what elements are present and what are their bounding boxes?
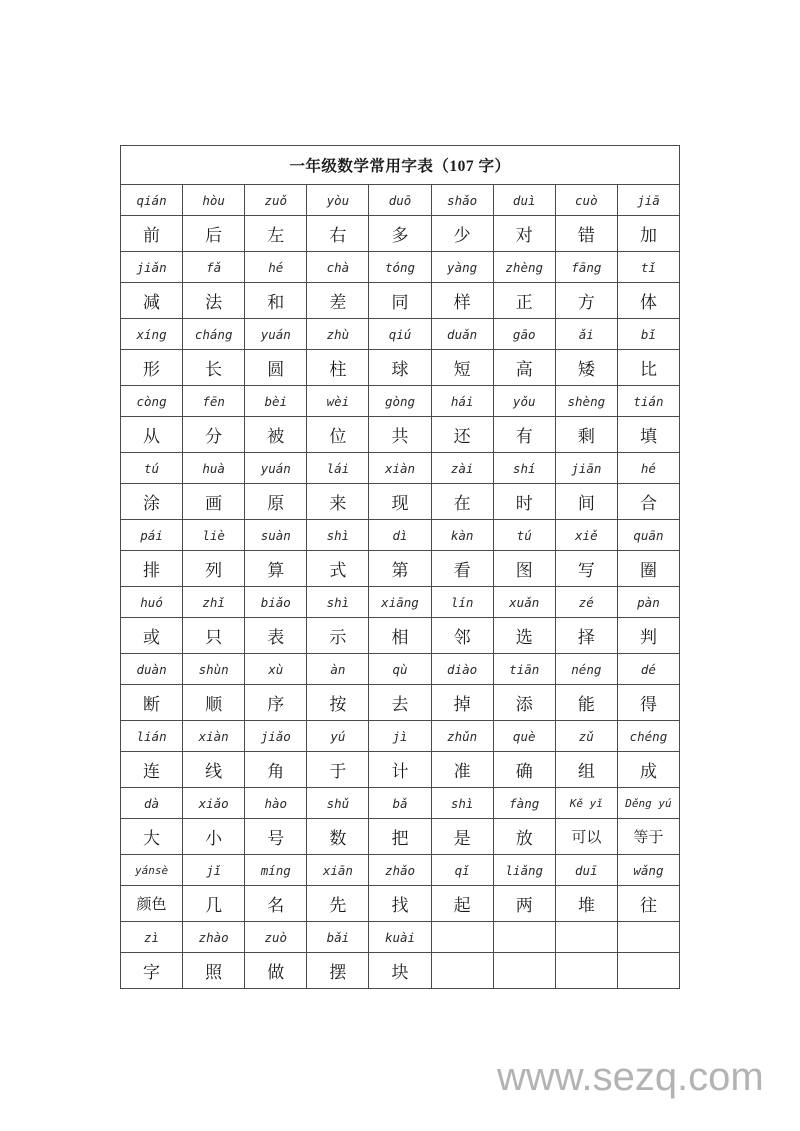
hanzi-cell: 组 xyxy=(555,752,617,788)
pinyin-cell: yǒu xyxy=(493,386,555,417)
pinyin-cell-empty xyxy=(555,922,617,953)
pinyin-cell-empty xyxy=(617,922,679,953)
pinyin-cell: què xyxy=(493,721,555,752)
hanzi-row xyxy=(121,216,680,252)
pinyin-cell: fāng xyxy=(555,252,617,283)
pinyin-row xyxy=(121,855,680,886)
hanzi-cell: 看 xyxy=(431,551,493,587)
pinyin-cell: kàn xyxy=(431,520,493,551)
hanzi-cell: 字 xyxy=(121,953,183,989)
pinyin-row xyxy=(121,453,680,484)
pinyin-cell: jì xyxy=(369,721,431,752)
hanzi-cell: 于 xyxy=(307,752,369,788)
pinyin-cell: gāo xyxy=(493,319,555,350)
hanzi-cell: 照 xyxy=(183,953,245,989)
hanzi-cell: 可以 xyxy=(555,819,617,855)
pinyin-cell: duǎn xyxy=(431,319,493,350)
hanzi-cell: 往 xyxy=(617,886,679,922)
hanzi-cell: 小 xyxy=(183,819,245,855)
pinyin-row xyxy=(121,386,680,417)
hanzi-cell: 表 xyxy=(245,618,307,654)
pinyin-cell: tú xyxy=(121,453,183,484)
pinyin-cell: àn xyxy=(307,654,369,685)
pinyin-cell: zuò xyxy=(245,922,307,953)
pinyin-cell: wèi xyxy=(307,386,369,417)
hanzi-cell: 相 xyxy=(369,618,431,654)
pinyin-cell: zì xyxy=(121,922,183,953)
hanzi-cell: 涂 xyxy=(121,484,183,520)
pinyin-cell: suàn xyxy=(245,520,307,551)
character-table xyxy=(120,145,680,989)
pinyin-cell: biǎo xyxy=(245,587,307,618)
pinyin-row xyxy=(121,587,680,618)
hanzi-cell: 错 xyxy=(555,216,617,252)
hanzi-cell: 有 xyxy=(493,417,555,453)
pinyin-cell: gòng xyxy=(369,386,431,417)
pinyin-cell: yàng xyxy=(431,252,493,283)
pinyin-cell: liè xyxy=(183,520,245,551)
hanzi-cell: 或 xyxy=(121,618,183,654)
hanzi-cell: 球 xyxy=(369,350,431,386)
pinyin-row xyxy=(121,654,680,685)
pinyin-cell: xù xyxy=(245,654,307,685)
pinyin-cell: xíng xyxy=(121,319,183,350)
hanzi-cell: 对 xyxy=(493,216,555,252)
pinyin-cell: duàn xyxy=(121,654,183,685)
page-title: 一年级数学常用字表（107 字） xyxy=(289,158,511,175)
pinyin-cell: yòu xyxy=(307,185,369,216)
pinyin-cell: wǎng xyxy=(617,855,679,886)
hanzi-row xyxy=(121,417,680,453)
hanzi-cell: 名 xyxy=(245,886,307,922)
pinyin-row xyxy=(121,185,680,216)
pinyin-cell-empty xyxy=(493,922,555,953)
pinyin-cell-empty xyxy=(431,922,493,953)
pinyin-cell: yuán xyxy=(245,453,307,484)
hanzi-cell: 能 xyxy=(555,685,617,721)
pinyin-cell: bǎ xyxy=(369,788,431,819)
pinyin-cell: jǐ xyxy=(183,855,245,886)
hanzi-cell: 邻 xyxy=(431,618,493,654)
pinyin-cell: zé xyxy=(555,587,617,618)
hanzi-cell: 剩 xyxy=(555,417,617,453)
pinyin-cell: duì xyxy=(493,185,555,216)
pinyin-cell: kuài xyxy=(369,922,431,953)
hanzi-cell: 同 xyxy=(369,283,431,319)
hanzi-cell: 圆 xyxy=(245,350,307,386)
hanzi-cell: 图 xyxy=(493,551,555,587)
hanzi-cell: 先 xyxy=(307,886,369,922)
hanzi-cell: 颜色 xyxy=(121,886,183,922)
pinyin-cell: tián xyxy=(617,386,679,417)
pinyin-cell: chéng xyxy=(617,721,679,752)
hanzi-cell: 时 xyxy=(493,484,555,520)
hanzi-cell: 减 xyxy=(121,283,183,319)
hanzi-cell: 确 xyxy=(493,752,555,788)
pinyin-cell: lái xyxy=(307,453,369,484)
hanzi-cell: 和 xyxy=(245,283,307,319)
hanzi-cell: 线 xyxy=(183,752,245,788)
pinyin-cell: tú xyxy=(493,520,555,551)
pinyin-cell: huà xyxy=(183,453,245,484)
hanzi-cell: 间 xyxy=(555,484,617,520)
pinyin-cell: pái xyxy=(121,520,183,551)
hanzi-cell: 号 xyxy=(245,819,307,855)
pinyin-cell: zhǎo xyxy=(369,855,431,886)
hanzi-cell: 序 xyxy=(245,685,307,721)
pinyin-cell: dà xyxy=(121,788,183,819)
pinyin-cell: hòu xyxy=(183,185,245,216)
hanzi-cell: 块 xyxy=(369,953,431,989)
pinyin-cell: fàng xyxy=(493,788,555,819)
pinyin-cell: zhèng xyxy=(493,252,555,283)
hanzi-cell: 现 xyxy=(369,484,431,520)
hanzi-cell: 把 xyxy=(369,819,431,855)
pinyin-cell: jiān xyxy=(555,453,617,484)
hanzi-cell: 只 xyxy=(183,618,245,654)
hanzi-cell: 分 xyxy=(183,417,245,453)
hanzi-cell: 摆 xyxy=(307,953,369,989)
pinyin-row xyxy=(121,721,680,752)
character-table-body xyxy=(121,146,680,989)
hanzi-cell: 方 xyxy=(555,283,617,319)
hanzi-cell: 前 xyxy=(121,216,183,252)
pinyin-cell: hé xyxy=(617,453,679,484)
pinyin-cell: néng xyxy=(555,654,617,685)
hanzi-cell: 后 xyxy=(183,216,245,252)
hanzi-row xyxy=(121,685,680,721)
hanzi-cell: 来 xyxy=(307,484,369,520)
hanzi-cell: 形 xyxy=(121,350,183,386)
pinyin-cell: pàn xyxy=(617,587,679,618)
pinyin-cell: ǎi xyxy=(555,319,617,350)
hanzi-cell: 被 xyxy=(245,417,307,453)
pinyin-cell: zài xyxy=(431,453,493,484)
hanzi-cell: 大 xyxy=(121,819,183,855)
hanzi-cell: 画 xyxy=(183,484,245,520)
pinyin-cell: Kě yǐ xyxy=(555,788,617,819)
pinyin-cell: fēn xyxy=(183,386,245,417)
hanzi-cell: 位 xyxy=(307,417,369,453)
pinyin-cell: fǎ xyxy=(183,252,245,283)
hanzi-cell: 原 xyxy=(245,484,307,520)
pinyin-cell: xiāng xyxy=(369,587,431,618)
pinyin-cell: jiā xyxy=(617,185,679,216)
pinyin-cell: shǔ xyxy=(307,788,369,819)
pinyin-cell: zǔ xyxy=(555,721,617,752)
pinyin-cell: diào xyxy=(431,654,493,685)
pinyin-cell: zhǔn xyxy=(431,721,493,752)
pinyin-cell: xuǎn xyxy=(493,587,555,618)
hanzi-row xyxy=(121,752,680,788)
pinyin-cell: zhǐ xyxy=(183,587,245,618)
hanzi-cell: 从 xyxy=(121,417,183,453)
hanzi-cell: 顺 xyxy=(183,685,245,721)
pinyin-cell: tóng xyxy=(369,252,431,283)
pinyin-cell: shèng xyxy=(555,386,617,417)
pinyin-row xyxy=(121,252,680,283)
pinyin-cell: shùn xyxy=(183,654,245,685)
hanzi-cell: 比 xyxy=(617,350,679,386)
pinyin-cell: tǐ xyxy=(617,252,679,283)
pinyin-cell: qián xyxy=(121,185,183,216)
hanzi-cell: 在 xyxy=(431,484,493,520)
hanzi-cell: 添 xyxy=(493,685,555,721)
hanzi-cell: 判 xyxy=(617,618,679,654)
hanzi-cell: 成 xyxy=(617,752,679,788)
hanzi-cell: 做 xyxy=(245,953,307,989)
hanzi-cell: 掉 xyxy=(431,685,493,721)
pinyin-cell: yú xyxy=(307,721,369,752)
pinyin-cell: qiú xyxy=(369,319,431,350)
hanzi-cell: 样 xyxy=(431,283,493,319)
hanzi-cell: 是 xyxy=(431,819,493,855)
hanzi-cell: 短 xyxy=(431,350,493,386)
hanzi-row xyxy=(121,819,680,855)
hanzi-cell: 右 xyxy=(307,216,369,252)
hanzi-cell: 等于 xyxy=(617,819,679,855)
hanzi-cell: 断 xyxy=(121,685,183,721)
pinyin-cell: jiǎn xyxy=(121,252,183,283)
pinyin-cell: xiě xyxy=(555,520,617,551)
hanzi-cell: 多 xyxy=(369,216,431,252)
hanzi-cell-empty xyxy=(493,953,555,989)
pinyin-row xyxy=(121,319,680,350)
pinyin-cell: bǐ xyxy=(617,319,679,350)
pinyin-cell: chà xyxy=(307,252,369,283)
pinyin-cell: cháng xyxy=(183,319,245,350)
hanzi-cell: 放 xyxy=(493,819,555,855)
pinyin-cell: xiǎo xyxy=(183,788,245,819)
pinyin-cell: bǎi xyxy=(307,922,369,953)
pinyin-cell: yuán xyxy=(245,319,307,350)
hanzi-cell: 法 xyxy=(183,283,245,319)
pinyin-cell: duō xyxy=(369,185,431,216)
hanzi-row xyxy=(121,551,680,587)
hanzi-cell: 填 xyxy=(617,417,679,453)
hanzi-cell-empty xyxy=(555,953,617,989)
hanzi-cell: 准 xyxy=(431,752,493,788)
pinyin-cell: quān xyxy=(617,520,679,551)
pinyin-cell: Děng yú xyxy=(617,788,679,819)
pinyin-cell: tiān xyxy=(493,654,555,685)
pinyin-cell: cuò xyxy=(555,185,617,216)
pinyin-cell: shǎo xyxy=(431,185,493,216)
pinyin-cell: shí xyxy=(493,453,555,484)
hanzi-cell: 得 xyxy=(617,685,679,721)
site-watermark: www.sezq.com xyxy=(497,1055,764,1099)
hanzi-cell: 示 xyxy=(307,618,369,654)
pinyin-cell: shì xyxy=(307,520,369,551)
hanzi-cell: 按 xyxy=(307,685,369,721)
pinyin-cell: jiǎo xyxy=(245,721,307,752)
hanzi-cell: 少 xyxy=(431,216,493,252)
hanzi-cell: 高 xyxy=(493,350,555,386)
hanzi-row xyxy=(121,350,680,386)
pinyin-cell: hái xyxy=(431,386,493,417)
hanzi-cell: 式 xyxy=(307,551,369,587)
hanzi-cell: 列 xyxy=(183,551,245,587)
hanzi-cell: 排 xyxy=(121,551,183,587)
hanzi-cell: 算 xyxy=(245,551,307,587)
pinyin-cell: huó xyxy=(121,587,183,618)
pinyin-cell: zuǒ xyxy=(245,185,307,216)
hanzi-cell: 找 xyxy=(369,886,431,922)
pinyin-cell: lín xyxy=(431,587,493,618)
hanzi-cell: 圈 xyxy=(617,551,679,587)
pinyin-cell: zhào xyxy=(183,922,245,953)
table-title-row xyxy=(121,146,680,185)
pinyin-cell: xiàn xyxy=(369,453,431,484)
hanzi-row xyxy=(121,886,680,922)
hanzi-cell: 合 xyxy=(617,484,679,520)
hanzi-cell-empty xyxy=(431,953,493,989)
pinyin-cell: zhù xyxy=(307,319,369,350)
hanzi-cell: 正 xyxy=(493,283,555,319)
pinyin-cell: yánsè xyxy=(121,855,183,886)
hanzi-cell: 计 xyxy=(369,752,431,788)
pinyin-cell: hào xyxy=(245,788,307,819)
pinyin-cell: dé xyxy=(617,654,679,685)
pinyin-row xyxy=(121,788,680,819)
hanzi-cell: 两 xyxy=(493,886,555,922)
hanzi-row xyxy=(121,484,680,520)
pinyin-cell: míng xyxy=(245,855,307,886)
hanzi-cell: 角 xyxy=(245,752,307,788)
hanzi-cell: 选 xyxy=(493,618,555,654)
hanzi-cell-empty xyxy=(617,953,679,989)
pinyin-cell: liǎng xyxy=(493,855,555,886)
pinyin-cell: qǐ xyxy=(431,855,493,886)
pinyin-cell: duī xyxy=(555,855,617,886)
hanzi-cell: 数 xyxy=(307,819,369,855)
hanzi-cell: 连 xyxy=(121,752,183,788)
pinyin-cell: bèi xyxy=(245,386,307,417)
hanzi-cell: 第 xyxy=(369,551,431,587)
pinyin-cell: còng xyxy=(121,386,183,417)
pinyin-cell: xiān xyxy=(307,855,369,886)
hanzi-cell: 柱 xyxy=(307,350,369,386)
hanzi-cell: 矮 xyxy=(555,350,617,386)
hanzi-cell: 去 xyxy=(369,685,431,721)
pinyin-cell: shì xyxy=(431,788,493,819)
pinyin-cell: hé xyxy=(245,252,307,283)
hanzi-cell: 写 xyxy=(555,551,617,587)
hanzi-cell: 体 xyxy=(617,283,679,319)
hanzi-cell: 共 xyxy=(369,417,431,453)
pinyin-cell: lián xyxy=(121,721,183,752)
pinyin-cell: xiàn xyxy=(183,721,245,752)
pinyin-cell: dì xyxy=(369,520,431,551)
table-title-cell xyxy=(121,146,680,185)
hanzi-cell: 左 xyxy=(245,216,307,252)
hanzi-cell: 长 xyxy=(183,350,245,386)
pinyin-row xyxy=(121,922,680,953)
hanzi-row xyxy=(121,953,680,989)
hanzi-cell: 加 xyxy=(617,216,679,252)
hanzi-cell: 堆 xyxy=(555,886,617,922)
pinyin-cell: shì xyxy=(307,587,369,618)
pinyin-row xyxy=(121,520,680,551)
hanzi-cell: 起 xyxy=(431,886,493,922)
character-table-container xyxy=(120,145,680,989)
hanzi-row xyxy=(121,283,680,319)
pinyin-cell: qù xyxy=(369,654,431,685)
hanzi-cell: 择 xyxy=(555,618,617,654)
hanzi-cell: 几 xyxy=(183,886,245,922)
hanzi-cell: 还 xyxy=(431,417,493,453)
hanzi-row xyxy=(121,618,680,654)
hanzi-cell: 差 xyxy=(307,283,369,319)
